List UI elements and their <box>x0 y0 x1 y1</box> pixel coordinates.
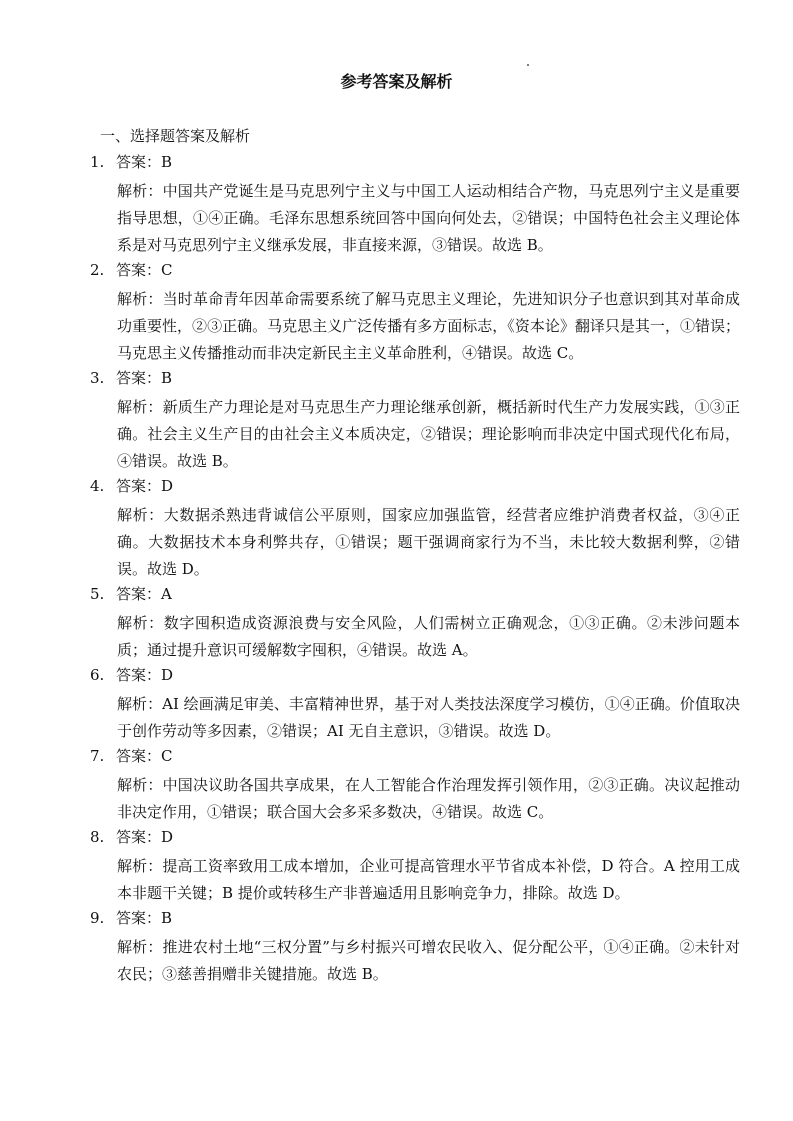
question-number: 7. <box>90 747 105 765</box>
answer-line <box>90 826 740 853</box>
answer-item-6 <box>90 664 740 745</box>
answer-line <box>90 475 740 502</box>
answer-line <box>90 367 740 394</box>
analysis-text: 解析：中国决议助各国共享成果，在人工智能合作治理发挥引领作用，②③正确。决议起推动非决定作用，①错误；联合国大会多采多数决，④错误。故选 C。 <box>117 776 740 821</box>
analysis-text: 解析：中国共产党诞生是马克思列宁主义与中国工人运动相结合产物，马克思列宁主义是重要指导思想，①④正确。毛泽东思想系统回答中国向何处去，②错误；中国特色社会主义理论体系是对马克思列宁主义继承发展，非直接来源，③错误。故选 B。 <box>117 182 740 254</box>
answer-line <box>90 745 740 772</box>
analysis-text: 解析：当时革命青年因革命需要系统了解马克思主义理论，先进知识分子也意识到其对革命成功重要性，②③正确。马克思主义广泛传播有多方面标志，《资本论》翻译只是其一，①错误；马克思主义传播推动而非决定新民主主义革命胜利，④错误。故选 C。 <box>117 290 740 362</box>
analysis-text: 解析：大数据杀熟违背诚信公平原则，国家应加强监管，经营者应维护消费者权益，③④正确。大数据技术本身利弊共存，①错误；题干强调商家行为不当，未比较大数据利弊，②错误。故选 D。 <box>117 506 740 578</box>
answer-text: 答案：D <box>116 828 174 846</box>
answer-text: 答案：B <box>116 909 173 927</box>
question-number: 9. <box>90 909 105 927</box>
page-title: 参考答案及解析 <box>340 72 453 91</box>
answer-list <box>90 151 740 988</box>
answer-item-4 <box>90 475 740 583</box>
answer-line <box>90 151 740 178</box>
analysis-text: 解析：AI 绘画满足审美、丰富精神世界，基于对人类技法深度学习模仿，①④正确。价值取决于创作劳动等多因素，②错误；AI 无自主意识，③错误。故选 D。 <box>117 695 740 740</box>
question-number: 1. <box>90 153 105 171</box>
answer-text: 答案：A <box>116 585 172 603</box>
answer-text: 答案：C <box>116 261 173 279</box>
answer-text: 答案：C <box>116 747 173 765</box>
answer-item-2 <box>90 259 740 367</box>
analysis-text: 解析：提高工资率致用工成本增加，企业可提高管理水平节省成本补偿，D 符合。A 控用工成本非题干关键；B 提价或转移生产非普遍适用且影响竞争力，排除。故选 D。 <box>117 857 740 902</box>
question-number: 6. <box>90 666 105 684</box>
question-number: 8. <box>90 828 105 846</box>
question-number: 5. <box>90 585 105 603</box>
answer-item-5 <box>90 583 740 664</box>
stray-dot <box>527 64 529 66</box>
answer-item-9 <box>90 907 740 988</box>
answer-text: 答案：D <box>116 477 174 495</box>
answer-item-8 <box>90 826 740 907</box>
answer-line <box>90 664 740 691</box>
answer-item-7 <box>90 745 740 826</box>
section-heading: 一、选择题答案及解析 <box>100 127 251 145</box>
question-number: 2. <box>90 261 105 279</box>
answer-line <box>90 583 740 610</box>
answer-text: 答案：D <box>116 666 174 684</box>
answer-text: 答案：B <box>116 153 173 171</box>
answer-item-1 <box>90 151 740 259</box>
answer-line <box>90 259 740 286</box>
answer-line <box>90 907 740 934</box>
question-number: 4. <box>90 477 105 495</box>
question-number: 3. <box>90 369 105 387</box>
answer-item-3 <box>90 367 740 475</box>
analysis-text: 解析：新质生产力理论是对马克思生产力理论继承创新，概括新时代生产力发展实践，①③正确。社会主义生产目的由社会主义本质决定，②错误；理论影响而非决定中国式现代化布局，④错误。故选 B。 <box>117 398 740 470</box>
analysis-text: 解析：数字囤积造成资源浪费与安全风险，人们需树立正确观念，①③正确。②未涉问题本质；通过提升意识可缓解数字囤积，④错误。故选 A。 <box>117 614 740 659</box>
answer-text: 答案：B <box>116 369 173 387</box>
analysis-text: 解析：推进农村土地“三权分置”与乡村振兴可增农民收入、促分配公平，①④正确。②未针对农民；③慈善捐赠非关键措施。故选 B。 <box>117 938 740 983</box>
